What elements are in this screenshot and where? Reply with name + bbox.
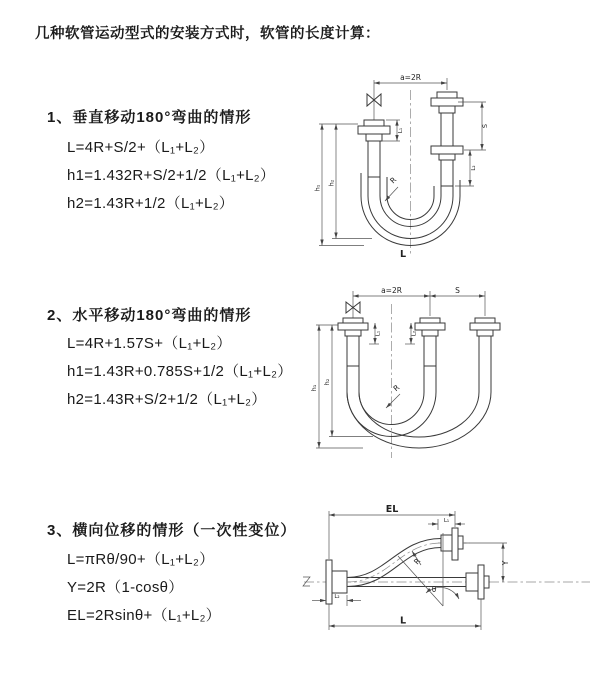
dimension-l1 (369, 323, 382, 344)
dim-label-a2r: a=2R (381, 286, 402, 295)
dimension-el (329, 504, 455, 559)
dimension-a2r (353, 286, 485, 316)
dimension-l2 (312, 594, 361, 606)
flange-right-moved (470, 318, 500, 392)
dim-label-l2: L₂ (411, 330, 418, 337)
section-1-heading: 1、垂直移动180°弯曲的情形 (47, 109, 252, 126)
dimension-h1 (310, 325, 363, 448)
dim-label-theta: θ (431, 585, 437, 594)
dimension-s (430, 286, 485, 296)
flange-right (431, 92, 463, 186)
dim-label-el: EL (385, 504, 399, 515)
dim-label-l2: L₂ (471, 165, 477, 171)
dimension-s (458, 102, 489, 150)
dimension-h2 (328, 124, 373, 239)
flange-middle (415, 318, 445, 366)
section-3-heading: 3、横向位移的情形（一次性变位） (47, 522, 297, 539)
flange-left (358, 120, 390, 177)
dim-label-l1: L₁ (443, 518, 450, 524)
dim-label-s: S (481, 123, 489, 129)
dim-label-h2: h₂ (323, 378, 331, 386)
dim-label-y: Y (501, 560, 510, 566)
dim-label-h2: h₂ (327, 179, 336, 187)
dimension-l2 (455, 150, 477, 186)
radius-label: R (388, 175, 399, 186)
formula-line: Y=2R（1-cosθ） (67, 579, 184, 596)
dim-label-l1: L₁ (398, 127, 404, 134)
diagram-vertical-180-bend (312, 68, 522, 260)
radius-label: R (411, 556, 423, 567)
formula-line: L=4R+1.57S+（L₁+L₂） (67, 335, 232, 352)
radius-leader (386, 383, 401, 408)
valve-icon (346, 291, 360, 318)
dim-label-l2: L₂ (334, 594, 340, 600)
hose-outline (347, 366, 491, 448)
radius-label: R (391, 382, 402, 394)
formula-line: h2=1.43R+S/2+1/2（L₁+L₂） (67, 391, 267, 408)
dim-label-s: S (455, 286, 460, 295)
diagram-horizontal-180-bend (303, 280, 558, 465)
dim-label-h1: h₁ (310, 384, 318, 392)
dim-label-h1: h₁ (313, 184, 322, 192)
centerline-break (303, 577, 310, 586)
dimension-h2 (323, 325, 373, 437)
formula-line: EL=2Rsinθ+（L₁+L₂） (67, 607, 221, 624)
section-2-heading: 2、水平移动180°弯曲的情形 (47, 307, 252, 324)
dimension-h1 (314, 124, 365, 246)
formula-line: h1=1.432R+S/2+1/2（L₁+L₂） (67, 167, 276, 184)
page-title: 几种软管运动型式的安装方式时，软管的长度计算： (35, 26, 380, 42)
formula-line: h2=1.43R+1/2（L₁+L₂） (67, 195, 235, 212)
length-label: L (399, 249, 406, 260)
dimension-l (329, 599, 481, 630)
dimension-a2r (374, 73, 447, 90)
dim-label-a2r: a=2R (400, 73, 421, 82)
formula-line: L=πRθ/90+（L₁+L₂） (67, 551, 215, 568)
dim-label-l: L (399, 615, 407, 627)
dimension-l1 (428, 518, 465, 530)
formula-line: h1=1.43R+0.785S+1/2（L₁+L₂） (67, 363, 293, 380)
valve-icon (367, 80, 381, 120)
formula-line: L=4R+S/2+（L₁+L₂） (67, 139, 215, 156)
dim-label-l1: L₁ (375, 330, 382, 337)
flange-left (338, 318, 368, 366)
diagram-lateral-displacement (298, 503, 598, 648)
